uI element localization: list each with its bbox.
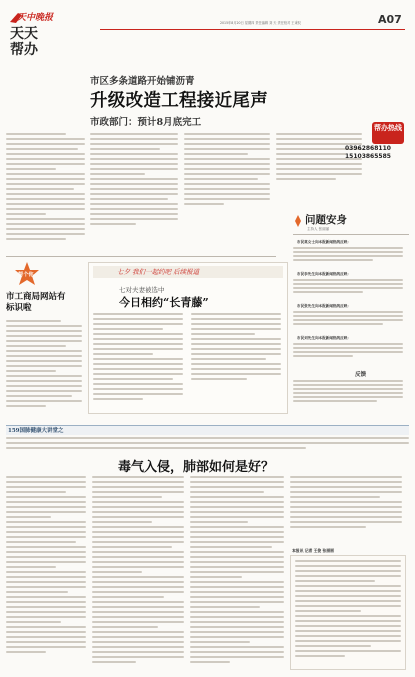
qa-item [293,336,405,366]
lead-kicker: 市区多条道路开始铺沥青 [90,76,195,87]
page-number: A07 [378,13,402,26]
qa-question: 市民莫女士向本报新闻热线反映： [297,240,351,244]
qa-feedback-label: 反馈 [355,372,367,378]
center-story-banner-text: 七夕 我们一起约吧 后续报道 [117,268,200,276]
bottom-ribbon-text: 159国肺健康大讲堂之 [8,428,64,434]
date-line: 2015年8月20日 星期四 责任编辑 刘 天 责任校对 王秉权 [220,21,301,25]
left-story [6,262,82,412]
hotline-badge [372,122,404,144]
qa-subtitle: 主持人 张丽丽 [307,227,330,231]
left-story-headline: 市工商局网站有标识啦 [6,292,66,313]
bottom-headline: 毒气入侵，肺部如何是好？ [118,460,275,475]
qa-column [293,212,409,427]
center-story-body-left [93,313,183,408]
section-rule-1 [6,256,276,257]
lead-body-col1 [6,133,85,251]
lead-headline: 升级改造工程接近尾声 [90,91,268,111]
qa-item [293,304,405,334]
hotline-label: 帮办热线 [374,123,402,132]
masthead-rule [100,29,405,30]
bottom-col-4 [290,476,402,546]
bottom-col-1 [6,476,86,671]
center-story-headline: 今日相约“长青藤” [119,296,209,309]
paper-name: 天中晚报 [17,13,54,23]
center-story-body-right [191,313,281,408]
center-story-banner [93,266,283,278]
paper-logo [8,10,56,24]
column-title: 天天帮办 [10,26,38,58]
qa-question: 市民李先生向本报新闻热线反映： [297,272,351,276]
qa-question: 市民张先生向本报新闻热线反映： [297,304,351,308]
qa-feedback-body [293,380,405,420]
bottom-col-2 [92,476,184,671]
qa-item [293,240,405,270]
lower-right-box-body [295,560,401,666]
center-story-kicker: 七对夫妻被选中 [119,286,165,294]
bottom-col-3 [190,476,284,671]
lower-right-box [290,555,406,670]
lead-body-col3 [184,133,270,251]
bottom-intro [6,437,409,451]
hotline-box [345,122,407,164]
center-story [88,262,288,414]
left-story-badge [14,262,40,288]
lead-body-col2 [90,133,178,251]
bottom-ribbon [6,425,409,435]
left-story-badge-label: 帮个你 [18,272,34,278]
qa-ornament [295,212,301,224]
qa-top-rule [293,234,409,235]
qa-item [293,272,405,302]
lead-subhead: 市政部门：预计8月底完工 [90,117,202,128]
hotline-phone-2: 15103865585 [345,153,391,160]
lower-right-subtitle: 本报讯 记者 王俊 张丽丽 [292,548,334,553]
masthead [0,0,415,60]
left-story-body [6,320,82,410]
hotline-phone-1: 03962868110 [345,145,391,152]
qa-question: 市民刘先生向本报新闻热线反映： [297,336,351,340]
qa-title: 问题安身 [305,214,347,226]
